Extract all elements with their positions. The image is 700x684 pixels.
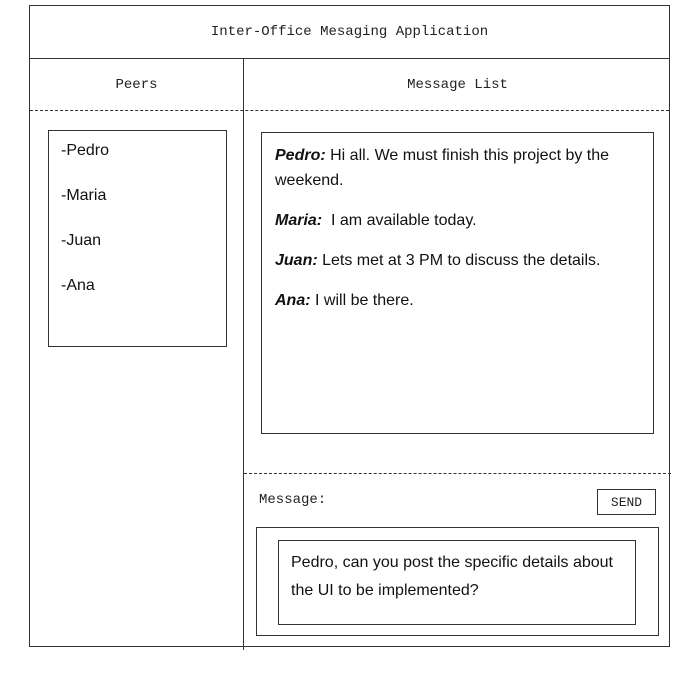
message-sender: Ana: <box>275 292 311 309</box>
message-text: Hi all. We must finish this project by the weekend. <box>275 147 610 189</box>
message-item <box>275 143 641 193</box>
app-window <box>29 5 670 647</box>
message-list-header: Message List <box>407 76 508 93</box>
message-item <box>275 248 641 273</box>
message-sender: Maria: <box>275 212 323 229</box>
message-list <box>261 132 654 434</box>
message-item <box>275 208 641 233</box>
peer-item-pedro[interactable]: -Pedro <box>61 142 110 159</box>
peers-header: Peers <box>115 76 158 93</box>
message-text: I will be there. <box>310 292 414 309</box>
peer-item-juan[interactable]: -Juan <box>61 232 102 249</box>
peer-item-maria[interactable]: -Maria <box>61 187 107 204</box>
message-input[interactable]: Pedro, can you post the specific details about the UI to be implemented? <box>278 540 636 625</box>
message-item <box>275 288 641 313</box>
message-text: I am available today. <box>322 212 477 229</box>
message-sender: Pedro: <box>275 147 326 164</box>
header-divider <box>30 110 669 111</box>
message-label: Message: <box>259 492 327 508</box>
message-sender: Juan: <box>275 252 318 269</box>
peer-item-ana[interactable]: -Ana <box>61 277 95 294</box>
send-button[interactable]: SEND <box>597 489 656 515</box>
column-divider <box>243 59 244 650</box>
app-title: Inter-Office Mesaging Application <box>30 6 669 59</box>
compose-divider <box>244 473 671 474</box>
peer-list <box>48 130 227 347</box>
message-text: Lets met at 3 PM to discuss the details. <box>317 252 601 269</box>
